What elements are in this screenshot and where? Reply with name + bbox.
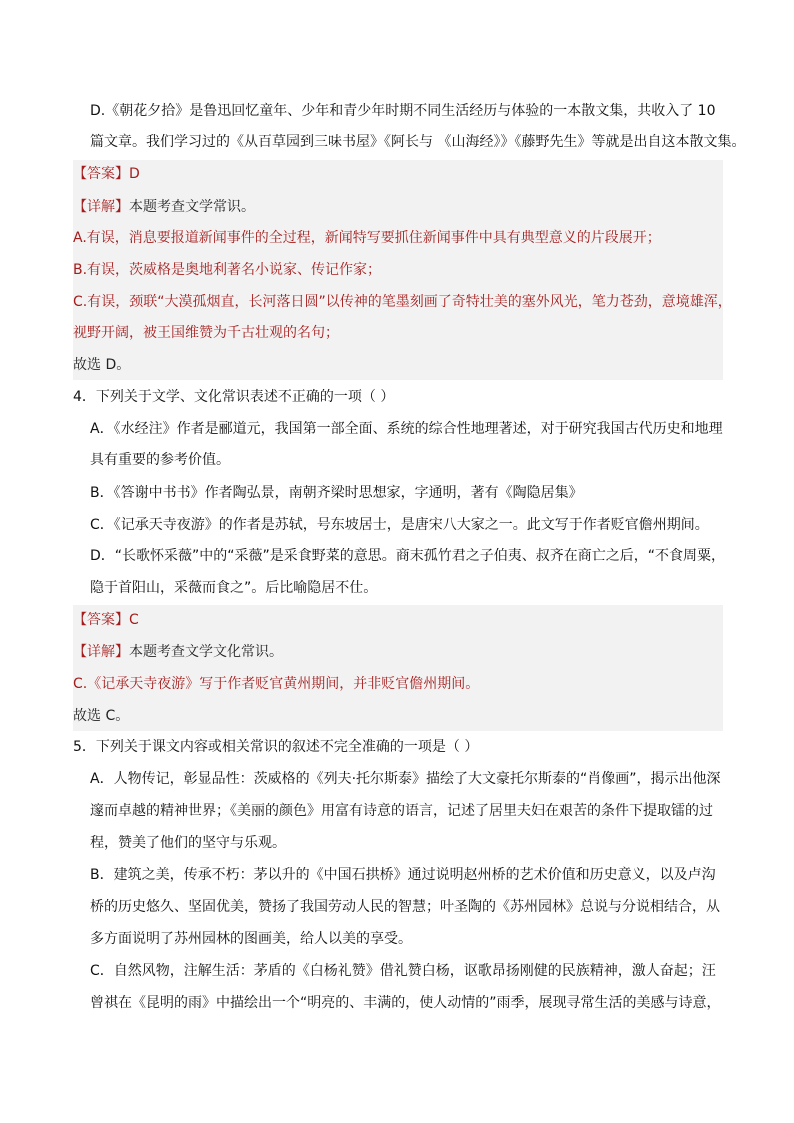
q3-detail-a: A.有误，消息要报道新闻事件的全过程，新闻特写要抓住新闻事件中具有典型意义的片段展开；	[73, 230, 661, 246]
q3-conclusion: 故选 D。	[73, 357, 131, 373]
q3-option-d-line1: D.《朝花夕拾》是鲁迅回忆童年、少年和青少年时期不同生活经历与体验的一本散文集，共收入了 10	[90, 103, 716, 119]
q4-detail-tag: 【详解】	[73, 644, 129, 660]
q3-answer-value: D	[129, 166, 140, 182]
q5-option-b-line2: 桥的历史悠久、坚固优美，赞扬了我国劳动人民的智慧；叶圣陶的《苏州园林》总说与分说相结合，从	[90, 899, 720, 915]
q5-stem: 5．下列关于课文内容或相关常识的叙述不完全准确的一项是（ ）	[73, 739, 479, 755]
q4-conclusion: 故选 C。	[73, 708, 130, 724]
q4-option-c: C．《记承天寺夜游》的作者是苏轼，号东坡居士，是唐宋八大家之一。此文写于作者贬官儋州期间。	[90, 517, 709, 533]
q4-stem: 4．下列关于文学、文化常识表述不正确的一项（ ）	[73, 389, 395, 405]
q3-detail-c-line1: C.有误，颈联“大漠孤烟直，长河落日圆”以传神的笔墨刻画了奇特壮美的塞外风光，笔力苍劲，意境雄浑，	[73, 294, 732, 310]
q4-detail-intro: 本题考查文学文化常识。	[129, 644, 283, 660]
q3-answer-tag: 【答案】	[73, 166, 129, 182]
q3-answer-box	[73, 160, 732, 380]
q5-option-a-line2: 邃而卓越的精神世界；《美丽的颜色》用富有诗意的语言，记述了居里夫妇在艰苦的条件下提取镭的过	[90, 803, 713, 819]
q4-option-b: B．《答谢中书书》作者陶弘景，南朝齐梁时思想家，字通明，著有《陶隐居集》	[90, 485, 583, 501]
q3-answer	[73, 164, 140, 184]
q4-answer-box	[73, 605, 723, 731]
q3-detail-tag: 【详解】	[73, 199, 129, 215]
q4-option-a-line2: 具有重要的参考价值。	[90, 452, 230, 468]
q4-answer	[73, 610, 139, 630]
q3-detail-c-line2: 视野开阔，被王国维赞为千古壮观的名句；	[73, 325, 339, 341]
q3-option-d-line2: 篇文章。我们学习过的《从百草园到三味书屋》《阿长与 《山海经》》《藤野先生》等就是出自这本散文集。	[90, 134, 746, 150]
q4-answer-value: C	[129, 612, 139, 628]
q5-option-a-line1: A．人物传记，彰显品性：茨威格的《列夫·托尔斯泰》描绘了大文豪托尔斯泰的“肖像画”，揭示出他深	[90, 771, 721, 787]
q5-option-b-line1: B．建筑之美，传承不朽：茅以升的《中国石拱桥》通过说明赵州桥的艺术价值和历史意义，以及卢沟	[90, 867, 716, 883]
q4-option-d-line2: 隐于首阳山，采薇而食之”。后比喻隐居不仕。	[90, 580, 378, 596]
q4-detail	[73, 642, 283, 662]
q4-option-d-line1: D．“长歌怀采薇”中的“采薇”是采食野菜的意思。商末孤竹君之子伯夷、叔齐在商亡之后，“不食周粟，	[90, 548, 726, 564]
q3-detail-intro: 本题考查文学常识。	[129, 199, 255, 215]
q4-answer-tag: 【答案】	[73, 612, 129, 628]
q4-option-a-line1: A．《水经注》作者是郦道元，我国第一部全面、系统的综合性地理著述，对于研究我国古代历史和地理	[90, 421, 723, 437]
q3-detail-b: B.有误，茨威格是奥地利著名小说家、传记作家；	[73, 262, 382, 278]
q5-option-c-line1: C．自然风物，注解生活：茅盾的《白杨礼赞》借礼赞白杨，讴歌昂扬刚健的民族精神，激人奋起；汪	[90, 963, 716, 979]
q4-detail-c: C.《记承天寺夜游》写于作者贬官黄州期间，并非贬官儋州期间。	[73, 676, 480, 692]
q5-option-c-line2: 曾祺在《昆明的雨》中描绘出一个“明亮的、丰满的，使人动情的”雨季，展现寻常生活的美感与诗意，	[90, 995, 721, 1011]
q5-option-a-line3: 程，赞美了他们的坚守与乐观。	[90, 835, 286, 851]
q5-option-b-line3: 多方面说明了苏州园林的图画美，给人以美的享受。	[90, 931, 412, 947]
q3-detail	[73, 197, 255, 217]
